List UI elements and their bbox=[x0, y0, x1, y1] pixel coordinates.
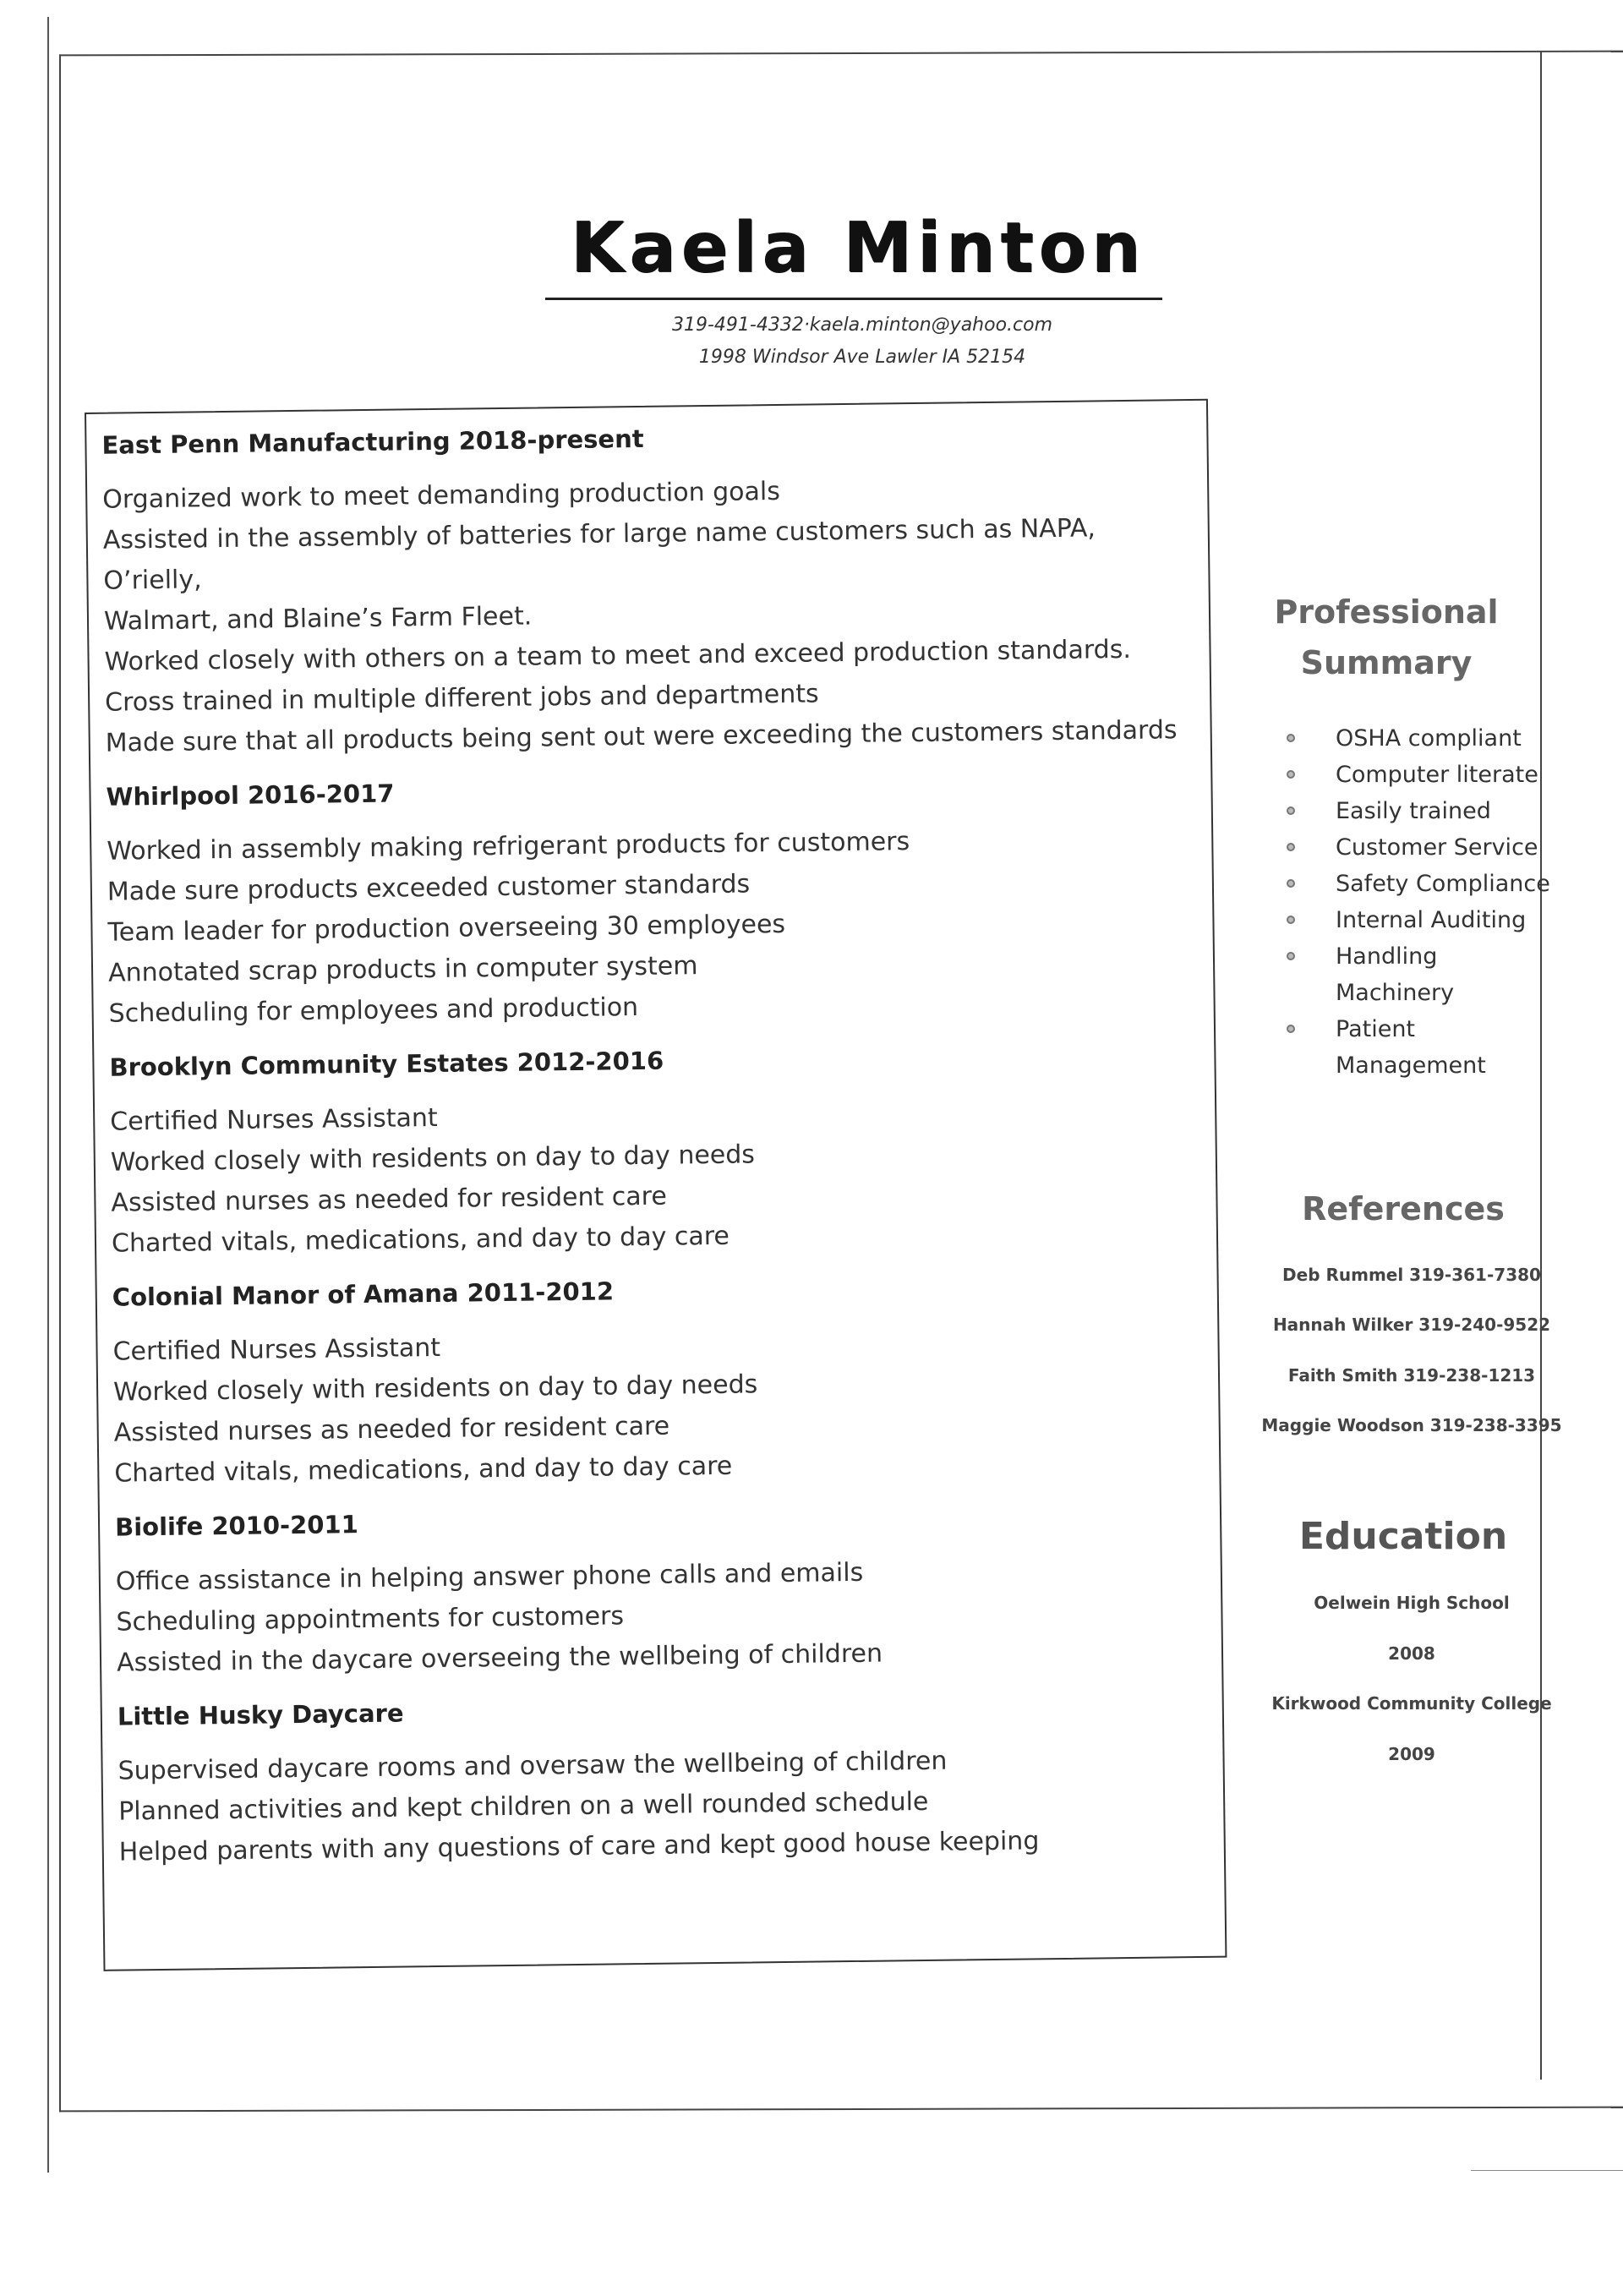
job-duty: Cross trained in multiple different jobs and departments bbox=[104, 679, 819, 718]
job-duty: Supervised daycare rooms and oversaw the wellbeing of children bbox=[117, 1746, 948, 1786]
contact-phone-email: 319-491-4332·kaela.minton@yahoo.com bbox=[671, 314, 1053, 336]
skill-item bbox=[1276, 866, 1564, 902]
job-duty: Worked closely with residents on day to day needs bbox=[112, 1369, 758, 1408]
job-entry bbox=[109, 1040, 1202, 1265]
job-duty: Walmart, and Blaine’s Farm Fleet. bbox=[103, 601, 533, 637]
job-duty: Assisted nurses as needed for resident care bbox=[111, 1181, 668, 1218]
bullet-icon bbox=[1287, 770, 1295, 779]
job-duty: Certified Nurses Assistant bbox=[110, 1102, 438, 1137]
bullet-icon bbox=[1287, 1025, 1295, 1033]
skill-label: Customer Service bbox=[1336, 834, 1538, 861]
bullet-icon bbox=[1287, 879, 1295, 888]
job-duty: Scheduling for employees and production bbox=[108, 992, 639, 1029]
job-duty: Helped parents with any questions of care and kept good house keeping bbox=[118, 1826, 1040, 1867]
job-duty: Worked closely with residents on day to day needs bbox=[110, 1140, 756, 1178]
resume-name: Kaela Minton bbox=[570, 208, 1146, 288]
job-title: Brooklyn Community Estates 2012-2016 bbox=[109, 1046, 664, 1082]
education-heading: Education bbox=[1298, 1515, 1508, 1558]
job-duty: Assisted in the assembly of batteries for large name customers such as NAPA, O’rielly, bbox=[102, 513, 1096, 596]
job-duty: Charted vitals, medications, and day to day care bbox=[111, 1221, 730, 1259]
summary-heading bbox=[1260, 587, 1513, 688]
job-title: East Penn Manufacturing 2018-present bbox=[101, 424, 644, 460]
job-duty: Team leader for production overseeing 30 employees bbox=[107, 909, 786, 948]
job-duty: Office assistance in helping answer phone calls and emails bbox=[115, 1557, 864, 1597]
skill-label: Internal Auditing bbox=[1336, 907, 1527, 933]
job-entry bbox=[106, 769, 1199, 1035]
job-duty: Organized work to meet demanding production goals bbox=[102, 476, 781, 515]
reference-item: Faith Smith 319-238-1213 bbox=[1287, 1365, 1536, 1386]
education-item: 2009 bbox=[1388, 1744, 1435, 1764]
scan-edge-line bbox=[47, 17, 49, 2173]
skill-label: Easily trained bbox=[1336, 798, 1491, 824]
skills-list bbox=[1276, 720, 1564, 1084]
job-title: Biolife 2010-2011 bbox=[114, 1510, 359, 1542]
education-item: Kirkwood Community College bbox=[1271, 1693, 1552, 1714]
bullet-icon bbox=[1287, 952, 1295, 960]
reference-item: Maggie Woodson 319-238-3395 bbox=[1261, 1415, 1562, 1435]
skill-item bbox=[1276, 720, 1564, 757]
job-duty: Annotated scrap products in computer system bbox=[107, 951, 698, 988]
skill-item bbox=[1276, 902, 1564, 938]
job-duty: Made sure products exceeded customer standards bbox=[107, 869, 751, 907]
reference-item: Deb Rummel 319-361-7380 bbox=[1282, 1265, 1541, 1285]
skill-label: Patient Management bbox=[1336, 1016, 1486, 1079]
name-underline bbox=[545, 298, 1162, 300]
scan-artifact-line bbox=[1471, 2170, 1623, 2171]
experience-box bbox=[85, 399, 1227, 1971]
job-entry bbox=[112, 1270, 1205, 1495]
job-duty: Certified Nurses Assistant bbox=[112, 1332, 441, 1367]
skill-item bbox=[1276, 938, 1530, 1011]
skill-label: OSHA compliant bbox=[1336, 725, 1522, 752]
bullet-icon bbox=[1287, 734, 1295, 742]
job-title: Little Husky Daycare bbox=[117, 1698, 404, 1731]
skill-label: Safety Compliance bbox=[1336, 871, 1550, 897]
job-duty: Worked closely with others on a team to meet and exceed production standards. bbox=[104, 634, 1132, 677]
bullet-icon bbox=[1287, 843, 1295, 851]
bullet-icon bbox=[1287, 916, 1295, 924]
references-heading: References bbox=[1302, 1190, 1505, 1227]
job-duty: Made sure that all products being sent out were exceeding the customers standards bbox=[105, 715, 1178, 758]
job-duty: Planned activities and kept children on a well rounded schedule bbox=[118, 1786, 929, 1827]
job-entry bbox=[117, 1689, 1210, 1873]
skill-item bbox=[1276, 757, 1564, 793]
skill-item bbox=[1276, 1011, 1530, 1084]
job-duty: Assisted nurses as needed for resident care bbox=[113, 1411, 670, 1448]
job-title: Colonial Manor of Amana 2011-2012 bbox=[112, 1276, 615, 1312]
job-duty: Worked in assembly making refrigerant products for customers bbox=[107, 827, 910, 866]
job-duty: Charted vitals, medications, and day to day care bbox=[114, 1451, 733, 1489]
skill-item bbox=[1276, 793, 1564, 829]
education-item: Oelwein High School bbox=[1314, 1593, 1510, 1613]
education-item: 2008 bbox=[1388, 1643, 1435, 1664]
reference-item: Hannah Wilker 319-240-9522 bbox=[1272, 1315, 1551, 1335]
job-entry bbox=[101, 418, 1196, 764]
summary-heading-line1: Professional bbox=[1274, 593, 1499, 631]
bullet-icon bbox=[1287, 806, 1295, 815]
skill-item bbox=[1276, 829, 1564, 866]
job-duty: Assisted in the daycare overseeing the wellbeing of children bbox=[116, 1638, 883, 1678]
skill-label: Handling Machinery bbox=[1336, 943, 1455, 1006]
job-entry bbox=[115, 1500, 1207, 1684]
contact-address: 1998 Windsor Ave Lawler IA 52154 bbox=[698, 347, 1026, 368]
skill-label: Computer literate bbox=[1336, 762, 1538, 788]
job-duty: Scheduling appointments for customers bbox=[116, 1601, 625, 1637]
summary-heading-line2: Summary bbox=[1300, 644, 1473, 681]
experience-list bbox=[101, 418, 1210, 1892]
job-title: Whirlpool 2016-2017 bbox=[106, 779, 395, 812]
